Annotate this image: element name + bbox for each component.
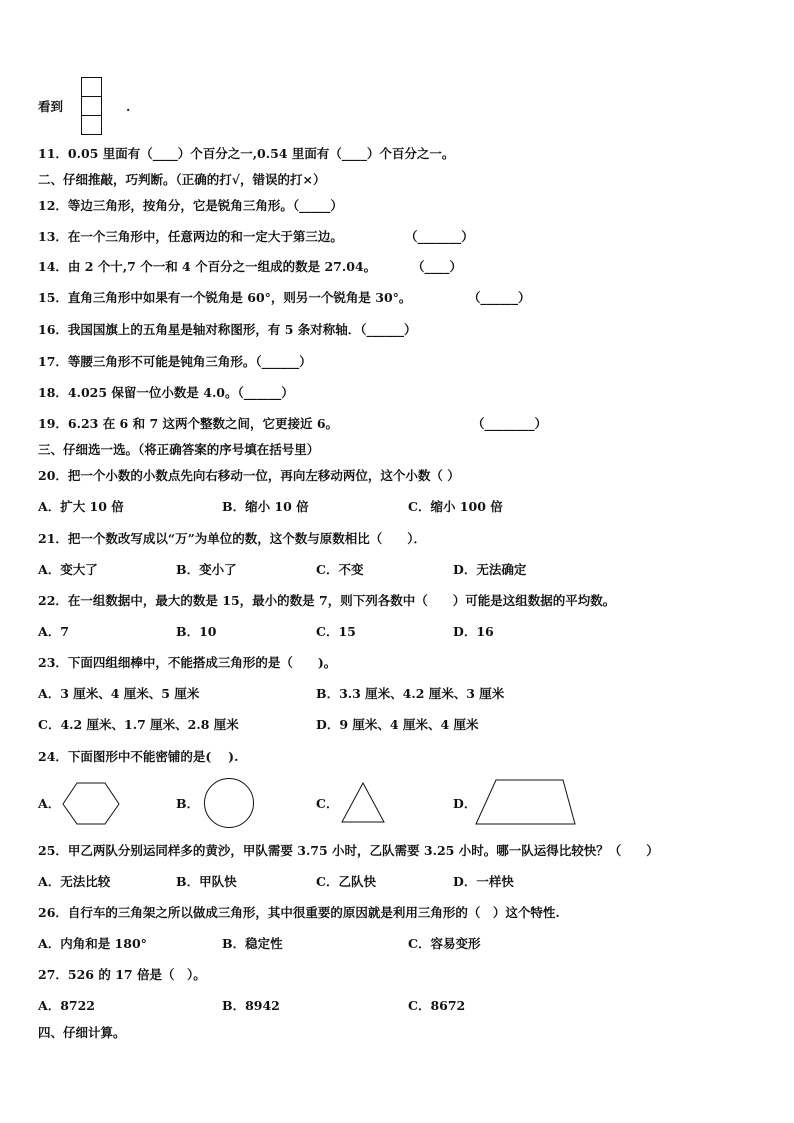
hexagon-figure <box>62 782 122 826</box>
question-13-blank: （_______） <box>405 229 474 244</box>
q27-option-a: A．8722 <box>38 998 95 1013</box>
q23-option-a: A．3 厘米、4 厘米、5 厘米 <box>38 686 200 701</box>
section-3-heading: 三、仔细选一选。（将正确答案的序号填在括号里） <box>38 442 320 457</box>
q24-option-b: B． <box>176 796 200 811</box>
question-13: 13．在一个三角形中，任意两边的和一定大于第三边。 <box>38 229 343 244</box>
q21-option-a: A．变大了 <box>38 562 98 577</box>
q21-option-c: C．不变 <box>316 562 364 577</box>
q26-option-c: C．容易变形 <box>408 936 481 951</box>
q22-option-b: B．10 <box>176 624 217 639</box>
q24-option-d: D． <box>453 796 477 811</box>
question-26: 26．自行车的三角架之所以做成三角形，其中很重要的原因就是利用三角形的（ ）这个特性. <box>38 905 560 920</box>
question-19-blank: （________） <box>472 416 548 431</box>
question-14-blank: （____） <box>412 259 463 274</box>
q24-option-a: A． <box>38 796 61 811</box>
question-14: 14．由 2 个十,7 个一和 4 个百分之一组成的数是 27.04。 <box>38 259 377 274</box>
question-21: 21．把一个数改写成以“万”为单位的数，这个数与原数相比（ ）． <box>38 531 427 546</box>
q21-option-d: D．无法确定 <box>453 562 527 577</box>
question-11: 11．0.05 里面有（____）个百分之一,0.54 里面有（____）个百分之一。 <box>38 146 455 161</box>
q23-option-c: C．4.2 厘米、1.7 厘米、2.8 厘米 <box>38 717 239 732</box>
question-24: 24．下面图形中不能密铺的是( ). <box>38 749 239 764</box>
q25-option-d: D．一样快 <box>453 874 514 889</box>
q22-option-c: C．15 <box>316 624 356 639</box>
q23-option-b: B．3.3 厘米、4.2 厘米、3 厘米 <box>316 686 505 701</box>
q26-option-a: A．内角和是 180° <box>38 936 147 951</box>
q22-option-d: D．16 <box>453 624 494 639</box>
q20-option-a: A．扩大 10 倍 <box>38 499 124 514</box>
circle-figure <box>203 777 257 831</box>
question-20: 20．把一个小数的小数点先向右移动一位，再向左移动两位，这个小数（ ） <box>38 468 460 483</box>
question-18: 18．4.025 保留一位小数是 4.0。（______） <box>38 385 294 400</box>
q27-option-b: B．8942 <box>222 998 280 1013</box>
q24-option-c: C． <box>316 796 339 811</box>
q25-option-b: B．甲队快 <box>176 874 237 889</box>
question-16: 16．我国国旗上的五角星是轴对称图形，有 5 条对称轴．（______） <box>38 322 417 337</box>
trapezoid-figure <box>474 778 578 828</box>
question-17: 17．等腰三角形不可能是钝角三角形。（______） <box>38 354 312 369</box>
q23-option-d: D．9 厘米、4 厘米、4 厘米 <box>316 717 479 732</box>
q22-option-a: A．7 <box>38 624 69 639</box>
triangle-figure <box>340 782 386 824</box>
section-2-heading: 二、仔细推敲，巧判断。（正确的打√，错误的打×） <box>38 172 326 187</box>
cube-stack-figure <box>81 77 102 135</box>
section-4-heading: 四、仔细计算。 <box>38 1025 126 1040</box>
question-27: 27．526 的 17 倍是（ ）。 <box>38 967 206 982</box>
question-15-blank: （______） <box>468 290 531 305</box>
q26-option-b: B．稳定性 <box>222 936 283 951</box>
q25-option-c: C．乙队快 <box>316 874 376 889</box>
q27-option-c: C．8672 <box>408 998 466 1013</box>
question-22: 22．在一组数据中，最大的数是 15，最小的数是 7，则下列各数中（ ）可能是这组数据的平均数。 <box>38 593 616 608</box>
question-19: 19．6.23 在 6 和 7 这两个整数之间，它更接近 6。 <box>38 416 339 431</box>
q20-option-c: C．缩小 100 倍 <box>408 499 503 514</box>
question-15: 15．直角三角形中如果有一个锐角是 60°，则另一个锐角是 30°。 <box>38 290 412 305</box>
q21-option-b: B．变小了 <box>176 562 237 577</box>
view-period: . <box>126 99 131 114</box>
q25-option-a: A．无法比较 <box>38 874 111 889</box>
question-12: 12．等边三角形，按角分，它是锐角三角形。（_____） <box>38 198 343 213</box>
view-label: 看到 <box>38 99 64 114</box>
question-23: 23．下面四组细棒中，不能搭成三角形的是（ )。 <box>38 655 337 670</box>
q20-option-b: B．缩小 10 倍 <box>222 499 309 514</box>
question-25: 25．甲乙两队分别运同样多的黄沙，甲队需要 3.75 小时，乙队需要 3.25 小时。哪一队运得比较快？（ ） <box>38 843 659 858</box>
